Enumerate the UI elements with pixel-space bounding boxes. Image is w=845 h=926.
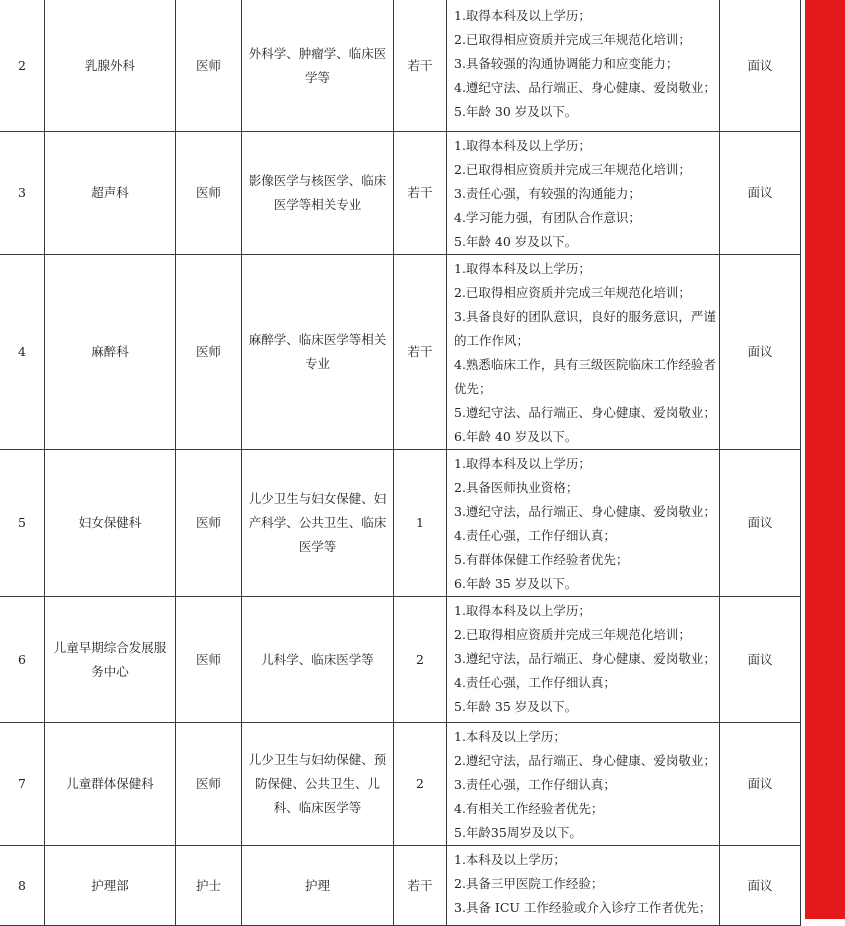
requirement-line: 5.有群体保健工作经验者优先；: [454, 552, 629, 567]
headcount: 2: [394, 597, 447, 723]
requirement-line: 5.年龄35周岁及以下。: [454, 825, 582, 840]
row-number: 7: [0, 723, 45, 846]
table-row: [0, 255, 801, 450]
requirement-line: 4.有相关工作经验者优先；: [454, 801, 604, 816]
requirement-line: 4.学习能力强，有团队合作意识；: [454, 210, 641, 225]
requirement-line: 1.取得本科及以上学历；: [454, 138, 591, 153]
requirement-line: 3.责任心强，有较强的沟通能力；: [454, 186, 641, 201]
salary: 面议: [720, 723, 801, 846]
headcount: 若干: [394, 132, 447, 255]
requirement-line: 5.年龄 35 岁及以下。: [454, 699, 578, 714]
requirement-line: 6.年龄 35 岁及以下。: [454, 576, 578, 591]
major: 外科学、肿瘤学、临床医学等: [242, 0, 394, 132]
major: 儿少卫生与妇女保健、妇产科学、公共卫生、临床医学等: [242, 450, 394, 597]
department: 超声科: [45, 132, 176, 255]
requirement-line: 2.已取得相应资质并完成三年规范化培训；: [454, 32, 691, 47]
requirements: [447, 132, 720, 255]
requirement-line: 的工作作风；: [454, 333, 530, 348]
salary: 面议: [720, 0, 801, 132]
requirement-line: 4.熟悉临床工作，具有三级医院临床工作经验者: [454, 357, 716, 372]
requirement-line: 3.遵纪守法，品行端正、身心健康、爱岗敬业；: [454, 651, 716, 666]
table-row: [0, 450, 801, 597]
requirement-line: 1.取得本科及以上学历；: [454, 8, 591, 23]
position: 护士: [176, 846, 242, 926]
requirements: [447, 255, 720, 450]
position: 医师: [176, 597, 242, 723]
requirement-line: 1.取得本科及以上学历；: [454, 456, 591, 471]
requirements: [447, 0, 720, 132]
headcount: 若干: [394, 846, 447, 926]
department: 乳腺外科: [45, 0, 176, 132]
major: 麻醉学、临床医学等相关专业: [242, 255, 394, 450]
requirement-line: 5.年龄 40 岁及以下。: [454, 234, 578, 249]
major: 儿少卫生与妇幼保健、预防保健、公共卫生、儿科、临床医学等: [242, 723, 394, 846]
requirement-line: 4.遵纪守法、品行端正、身心健康、爱岗敬业；: [454, 80, 716, 95]
requirement-line: 5.年龄 30 岁及以下。: [454, 104, 578, 119]
salary: 面议: [720, 132, 801, 255]
requirement-line: 2.已取得相应资质并完成三年规范化培训；: [454, 627, 691, 642]
department: 护理部: [45, 846, 176, 926]
requirements: [447, 450, 720, 597]
requirement-line: 1.取得本科及以上学历；: [454, 603, 591, 618]
major: 儿科学、临床医学等: [242, 597, 394, 723]
requirement-line: 3.责任心强，工作仔细认真；: [454, 777, 616, 792]
row-number: 8: [0, 846, 45, 926]
row-number: 2: [0, 0, 45, 132]
salary: 面议: [720, 846, 801, 926]
position: 医师: [176, 0, 242, 132]
table-row: [0, 723, 801, 846]
salary: 面议: [720, 597, 801, 723]
department: 麻醉科: [45, 255, 176, 450]
headcount: 1: [394, 450, 447, 597]
side-red-bar: [805, 0, 845, 919]
requirement-line: 3.具备 ICU 工作经验或介入诊疗工作者优先；: [454, 900, 712, 915]
requirement-line: 优先；: [454, 381, 492, 396]
requirement-line: 2.已取得相应资质并完成三年规范化培训；: [454, 162, 691, 177]
department: 儿童群体保健科: [45, 723, 176, 846]
row-number: 6: [0, 597, 45, 723]
requirement-line: 3.具备较强的沟通协调能力和应变能力；: [454, 56, 679, 71]
requirement-line: 5.遵纪守法、品行端正、身心健康、爱岗敬业；: [454, 405, 716, 420]
major: 影像医学与核医学、临床医学等相关专业: [242, 132, 394, 255]
headcount: 若干: [394, 255, 447, 450]
table-row: [0, 0, 801, 132]
headcount: 若干: [394, 0, 447, 132]
requirement-line: 4.责任心强，工作仔细认真；: [454, 675, 616, 690]
requirement-line: 1.本科及以上学历；: [454, 852, 566, 867]
position: 医师: [176, 132, 242, 255]
position: 医师: [176, 255, 242, 450]
position: 医师: [176, 723, 242, 846]
salary: 面议: [720, 450, 801, 597]
requirement-line: 2.具备三甲医院工作经验；: [454, 876, 604, 891]
headcount: 2: [394, 723, 447, 846]
requirement-line: 2.遵纪守法，品行端正、身心健康、爱岗敬业；: [454, 753, 716, 768]
row-number: 5: [0, 450, 45, 597]
requirement-line: 6.年龄 40 岁及以下。: [454, 429, 578, 444]
requirements: [447, 723, 720, 846]
requirement-line: 1.本科及以上学历；: [454, 729, 566, 744]
requirement-line: 2.具备医师执业资格；: [454, 480, 579, 495]
requirements: [447, 597, 720, 723]
requirement-line: 4.责任心强，工作仔细认真；: [454, 528, 616, 543]
salary: 面议: [720, 255, 801, 450]
requirement-line: 3.遵纪守法，品行端正、身心健康、爱岗敬业；: [454, 504, 716, 519]
department: 儿童早期综合发展服务中心: [45, 597, 176, 723]
major: 护理: [242, 846, 394, 926]
row-number: 3: [0, 132, 45, 255]
table-row: [0, 597, 801, 723]
requirements: [447, 846, 720, 926]
department: 妇女保健科: [45, 450, 176, 597]
row-number: 4: [0, 255, 45, 450]
requirement-line: 3.具备良好的团队意识，良好的服务意识，严谨: [454, 309, 716, 324]
table-row: [0, 846, 801, 926]
position: 医师: [176, 450, 242, 597]
requirement-line: 2.已取得相应资质并完成三年规范化培训；: [454, 285, 691, 300]
requirement-line: 1.取得本科及以上学历；: [454, 261, 591, 276]
table-row: [0, 132, 801, 255]
